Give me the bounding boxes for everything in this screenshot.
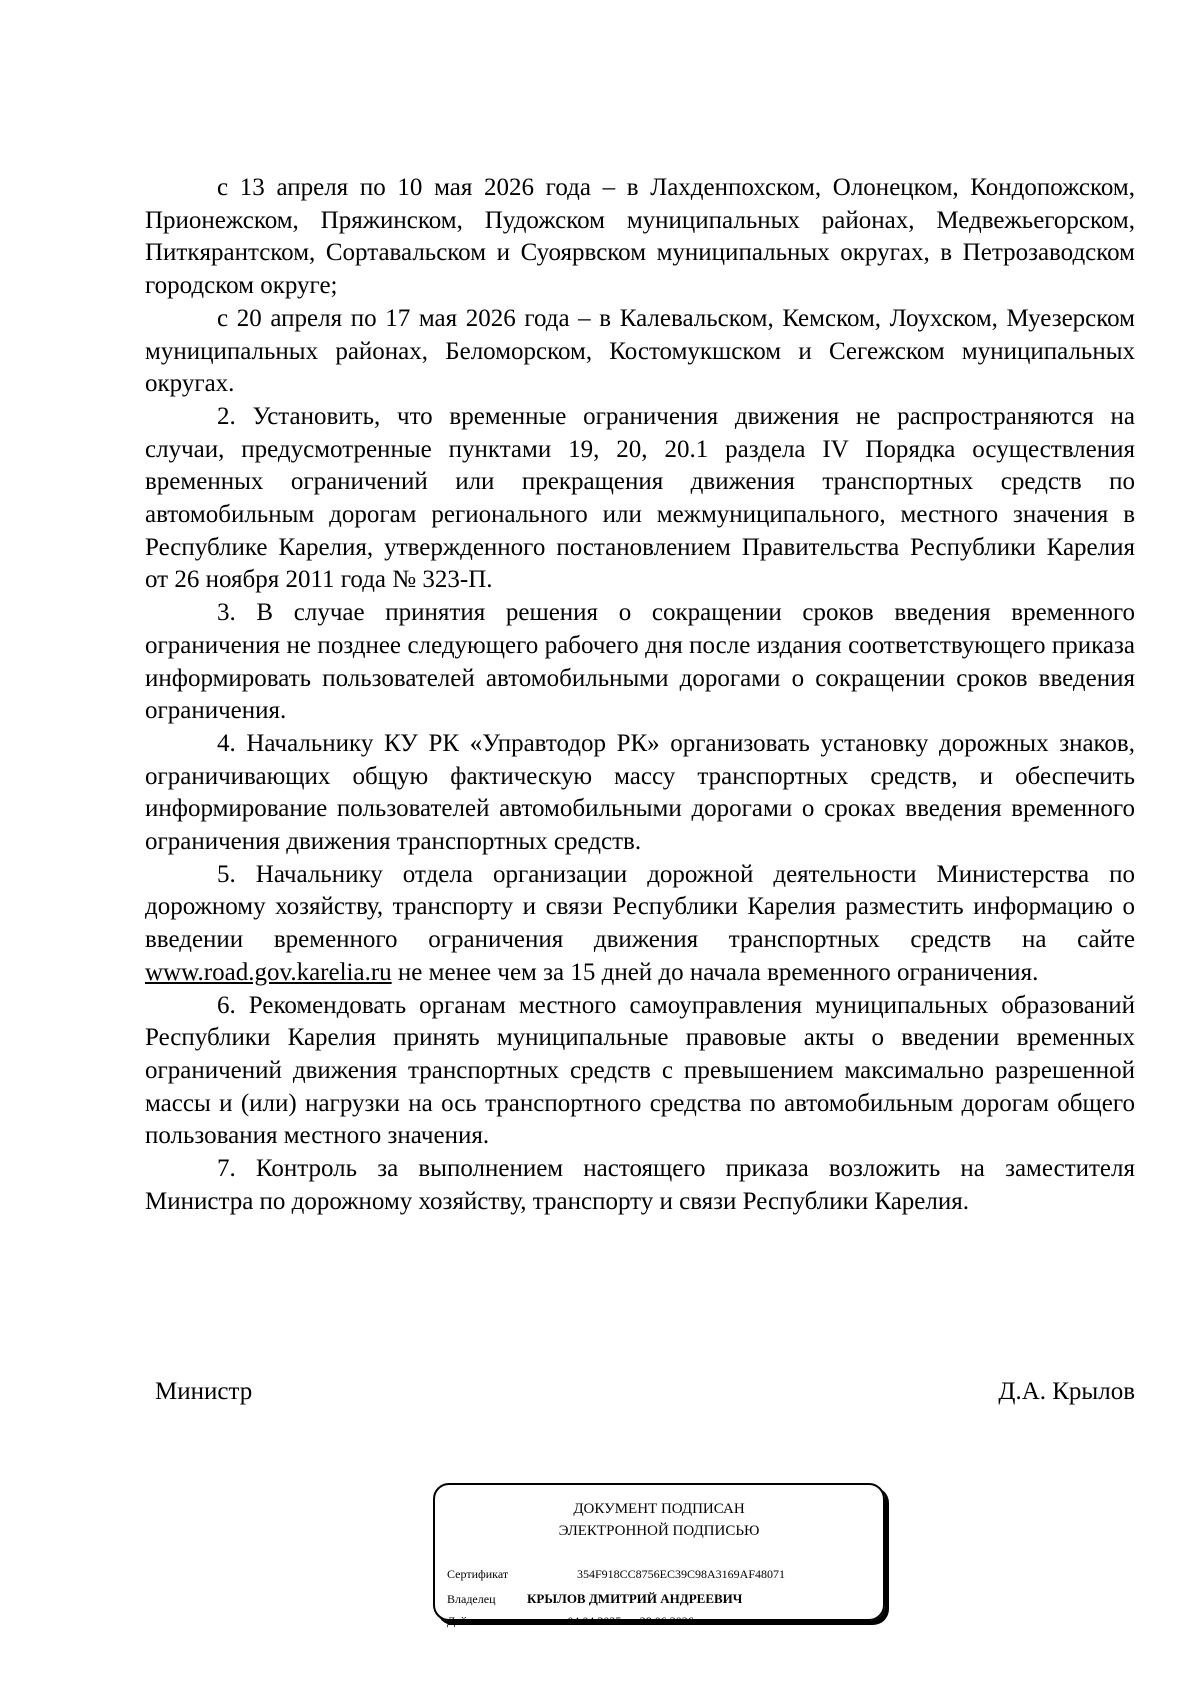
paragraph-item-7: 7. Контроль за выполнением настоящего приказа возложить на заместителя Министра по дорожному хозяйству, транспорту и связи Республики Карелия. <box>145 1155 1135 1215</box>
certificate-value: 354F918CC8756EC39C98A3169AF48071 <box>577 1567 786 1581</box>
paragraph-period-1: с 13 апреля по 10 мая 2026 года – в Лахденпохском, Олонецком, Кондопожском, Прионежском, Пряжинском, Пудожском муниципальных районах, Медвежьегорском, Питкярантском, Сортавальском и Суоярвском муниципальных округах, в Петрозаводском городском округе; <box>145 174 1135 300</box>
validity-value: с 04.04.2025 по 28.06.2026 <box>559 1614 694 1628</box>
paragraph-item-3: 3. В случае принятия решения о сокращении сроков введения временного ограничения не позднее следующего рабочего дня после издания соответствующего приказа информировать пользователей автомобильными дорогами о сокращении сроков введения ограничения. <box>145 599 1135 725</box>
paragraph-item-5-before: 5. Начальнику отдела организации дорожной деятельности Министерства по дорожному хозяйству, транспорту и связи Республики Карелия разместить информацию о введении временного ограничения движения транспортных средств на сайте <box>145 860 1135 954</box>
paragraph-item-4: 4. Начальнику КУ РК «Управтодор РК» организовать установку дорожных знаков, ограничивающих общую фактическую массу транспортных средств, и обеспечить информирование пользователей автомобильными дорогами о сроках введения временного ограничения движения транспортных средств. <box>145 729 1135 856</box>
paragraph-item-6: 6. Рекомендовать органам местного самоуправления муниципальных образований Республики Карелия принять муниципальные правовые акты о введении временных ограничений движения транспортных средств с превышением максимально разрешенной массы и (или) нагрузки на ось транспортного средства по автомобильным дорогам общего пользования местного значения. <box>145 991 1135 1150</box>
certificate-label: Сертификат <box>447 1567 509 1581</box>
website-link[interactable]: www.road.gov.karelia.ru <box>145 958 392 986</box>
paragraph-item-5 <box>145 859 1135 990</box>
stamp-certificate-row <box>447 1567 785 1582</box>
stamp-owner-row <box>447 1591 742 1607</box>
stamp-validity-row <box>447 1614 694 1629</box>
signer-title: Министр <box>155 1378 253 1405</box>
paragraph-period-2: с 20 апреля по 17 мая 2026 года – в Калевальском, Кемском, Лоухском, Муезерском муниципальных районах, Беломорском, Костомукшском и Сегежском муниципальных округах. <box>145 304 1135 398</box>
stamp-heading-line-2: ЭЛЕКТРОННОЙ ПОДПИСЬЮ <box>558 1523 760 1539</box>
owner-value: КРЫЛОВ ДМИТРИЙ АНДРЕЕВИЧ <box>527 1591 743 1606</box>
validity-label: Действителен <box>447 1614 519 1628</box>
owner-label: Владелец <box>447 1592 496 1606</box>
stamp-heading <box>435 1498 883 1542</box>
order-body <box>145 172 1135 1219</box>
stamp-heading-line-1: ДОКУМЕНТ ПОДПИСАН <box>573 1501 745 1517</box>
paragraph-item-5-after: не менее чем за 15 дней до начала временного ограничения. <box>391 958 1039 986</box>
electronic-signature-stamp <box>433 1483 885 1628</box>
paragraph-item-2: 2. Установить, что временные ограничения движения не распространяются на случаи, предусмотренные пунктами 19, 20, 20.1 раздела IV Порядка осуществления временных ограничений или прекращения движения транспортных средств по автомобильным дорогам регионального или межмуниципального, местного значения в Республике Карелия, утвержденного постановлением Правительства Республики Карелия от 26 ноября 2011 года № 323-П. <box>145 402 1135 594</box>
signer-name: Д.А. Крылов <box>998 1378 1135 1405</box>
